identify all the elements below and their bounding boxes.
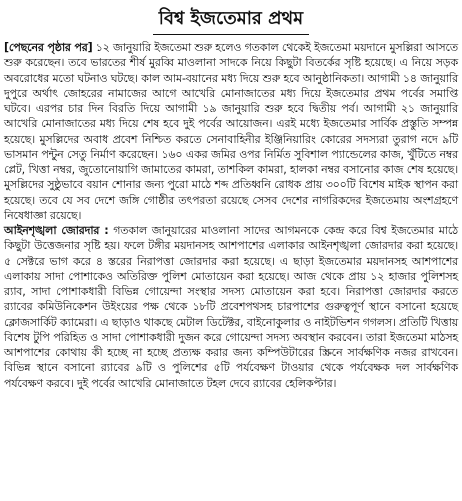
subheading-law-and-order: আইনশৃঙ্খলা জোরদার : <box>4 224 109 237</box>
continuation-label: [পেছনের পৃষ্ঠার পর] <box>4 41 93 54</box>
headline-area <box>0 0 462 40</box>
paragraph-2-text: গতকাল জানুয়ারের মাওলানা সাদের আগমনকে কেন্দ্র করে বিশ্ব ইজতেমার মাঠে কিছুটা উত্তেজনার সৃষ্টি হয়। ফলে টঙ্গীর ময়দানসহ আশপাশের এলাকার আইনশৃঙ্খলা জোরদার করা হয়েছে। ৫ সেক্টরে ভাগ করে ৪ স্তরের নিরাপত্তা জোরদার করা হয়েছে। এ ছাড়া ইজতেমার ময়দানসহ আশপাশের এলাকায় সাদা পোশাকেও অতিরিক্ত পুলিশ মোতায়েন করা হয়েছে। আজ থেকে প্রায় ১২ হাজার পুলিশসহ র‍্যাব, সাদা পোশাকধারী বিভিন্ন গোয়েন্দা সংস্থার সদস্য মোতায়েন করা হবে। নিরাপত্তা জোরদার করতে র‍্যাবের কমিউনিকেশন উইংয়ের পক্ষ থেকে ১৮টি প্রবেশপথসহ চারপাশের গুরুত্বপূর্ণ স্থানে বসানো হয়েছে ক্লোজসার্কিট ক্যামেরা। এ ছাড়াও থাকছে মেটাল ডিটেক্টর, বাইনোকুলার ও নাইটভিশন গগলস। প্রতিটি খিত্তায় বিশেষ টুপি পরিহিত ও সাদা পোশাকধারী দুজন করে গোয়েন্দা সদস্য অবস্থান করবেন। তারা ইজতেমা মাঠসহ আশপাশের কোথায় কী হচ্ছে না হচ্ছে প্রত্যক্ষ করার জন্য কম্পিউটারের স্ক্রিনে সার্বক্ষণিক নজর রাখবেন। বিভিন্ন স্থানে বসানো র‍্যাবের ৯টি ও পুলিশের ৫টি পর্যবেক্ষণ টাওয়ার থেকে পর্যবেক্ষক দল সার্বক্ষণিক পর্যবেক্ষণ করবে। দুই পর্বের আখেরি মোনাজাতে টহল দেবে র‍্যাবের হেলিকপ্টার। <box>4 224 458 390</box>
article-headline: বিশ্ব ইজতেমার প্রথম <box>153 6 309 35</box>
article-paragraph-2 <box>4 223 458 391</box>
article-body <box>4 40 458 391</box>
article-paragraph-1 <box>4 40 458 223</box>
paragraph-1-text: ১২ জানুয়ারি ইজতেমা শুরু হলেও গতকাল থেকেই ইজতেমা ময়দানে মুসল্লিরা আসতে শুরু করেছেন। তবে ভারতের শীর্ষ মুরব্বি মাওলানা সাদকে নিয়ে কিছুটা বিতর্কের সৃষ্টি হয়েছে। এ নিয়ে সড়ক অবরোধের মতো ঘটনাও ঘটছে। কাল আম-বয়ানের মধ্য দিয়ে শুরু হবে আনুষ্ঠানিকতা। আগামী ১৪ জানুয়ারি দুপুরে অর্থাৎ জোহরের নামাজের আগে আখেরি মোনাজাতের মধ্য দিয়ে ইজতেমার প্রথম পর্বের সমাপ্তি ঘটবে। এরপর চার দিন বিরতি দিয়ে আগামী ১৯ জানুয়ারি শুরু হবে দ্বিতীয় পর্ব। আগামী ২১ জানুয়ারি আখেরি মোনাজাতের মধ্য দিয়ে শেষ হবে দুই পর্বের আয়োজন। এরই মধ্যে ইজতেমার সার্বিক প্রস্তুতি সম্পন্ন হয়েছে। মুসল্লিদের অবাধ প্রবেশ নিশ্চিত করতে সেনাবাহিনীর ইঞ্জিনিয়ারিং কোরের সদস্যরা তুরাগ নদে ৯টি ভাসমান পন্টুন সেতু নির্মাণ করেছেন। ১৬০ একর জমির ওপর নির্মিত সুবিশাল প্যান্ডেলের কাজ, খুঁটিতে নম্বর প্লেট, খিত্তা নম্বর, জুতোনোয়াগি জামাতের কামরা, তাশকিল কামরা, হালকা নম্বর বসানোর কাজ শেষ হয়েছে। মুসল্লিদের সুষ্ঠুভাবে বয়ান শোনার জন্য পুরো মাঠে শব্দ প্রতিধ্বনি রোধক প্রায় ৩০০টি বিশেষ মাইক স্থাপন করা হয়েছে। তবে যে সব দেশে জঙ্গি গোষ্ঠীর তৎপরতা রয়েছে সেসব দেশের নাগরিকদের ইজতেমায় অংশগ্রহণে নিষেধাজ্ঞা রয়েছে। <box>4 41 459 222</box>
